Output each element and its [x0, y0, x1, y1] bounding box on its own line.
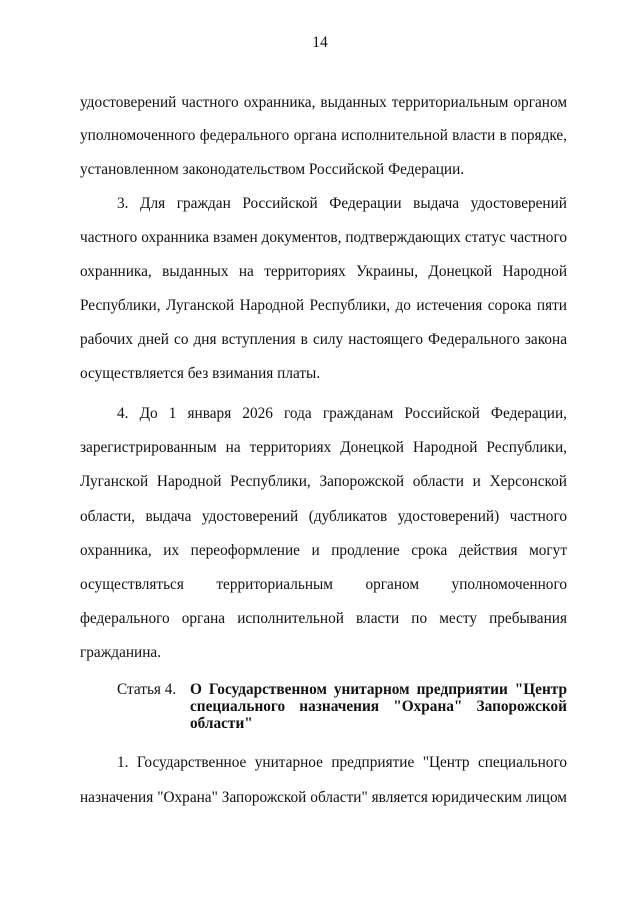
- article-title-line-3: области": [190, 715, 253, 732]
- paragraph-3-line-3: Луганской Народной Республики, Запорожской области и Херсонской: [80, 473, 567, 490]
- paragraph-2-line-4: Республики, Луганской Народной Республики, до истечения сорока пяти: [80, 297, 567, 314]
- paragraph-1-line-1: удостоверений частного охранника, выданных территориальным органом: [80, 94, 567, 111]
- paragraph-2-line-5: рабочих дней со дня вступления в силу настоящего Федерального закона: [80, 331, 567, 348]
- paragraph-3-line-7: федерального органа исполнительной власти по месту пребывания: [80, 610, 567, 627]
- paragraph-3-line-6: осуществляться территориальным органом уполномоченного: [80, 576, 567, 593]
- paragraph-3-line-4: области, выдача удостоверений (дубликатов удостоверений) частного: [80, 508, 567, 525]
- paragraph-2-line-6: осуществляется без взимания платы.: [80, 365, 321, 382]
- paragraph-3-line-1: 4. До 1 января 2026 года гражданам Российской Федерации,: [117, 405, 567, 422]
- paragraph-2-line-2: частного охранника взамен документов, подтверждающих статус частного: [80, 229, 567, 246]
- page-number: 14: [312, 34, 328, 51]
- article-paragraph-line-1: 1. Государственное унитарное предприятие "Центр специального: [117, 754, 567, 771]
- article-label: Статья 4.: [117, 681, 177, 698]
- paragraph-3-line-2: зарегистрированным на территориях Донецкой Народной Республики,: [80, 439, 567, 456]
- paragraph-3-line-5: охранника, их переоформление и продление срока действия могут: [80, 542, 567, 559]
- article-paragraph-line-2: назначения "Охрана" Запорожской области" является юридическим лицом: [80, 789, 567, 806]
- paragraph-2-line-3: охранника, выданных на территориях Украины, Донецкой Народной: [80, 263, 567, 280]
- paragraph-1-line-2: уполномоченного федерального органа исполнительной власти в порядке,: [80, 127, 567, 144]
- paragraph-1-line-3: установленном законодательством Российской Федерации.: [80, 161, 465, 178]
- paragraph-2-line-1: 3. Для граждан Российской Федерации выдача удостоверений: [117, 195, 567, 212]
- paragraph-3-line-8: гражданина.: [80, 644, 162, 661]
- article-title-line-1: О Государственном унитарном предприятии "Центр: [190, 681, 567, 698]
- article-title-line-2: специального назначения "Охрана" Запорожской: [190, 698, 567, 715]
